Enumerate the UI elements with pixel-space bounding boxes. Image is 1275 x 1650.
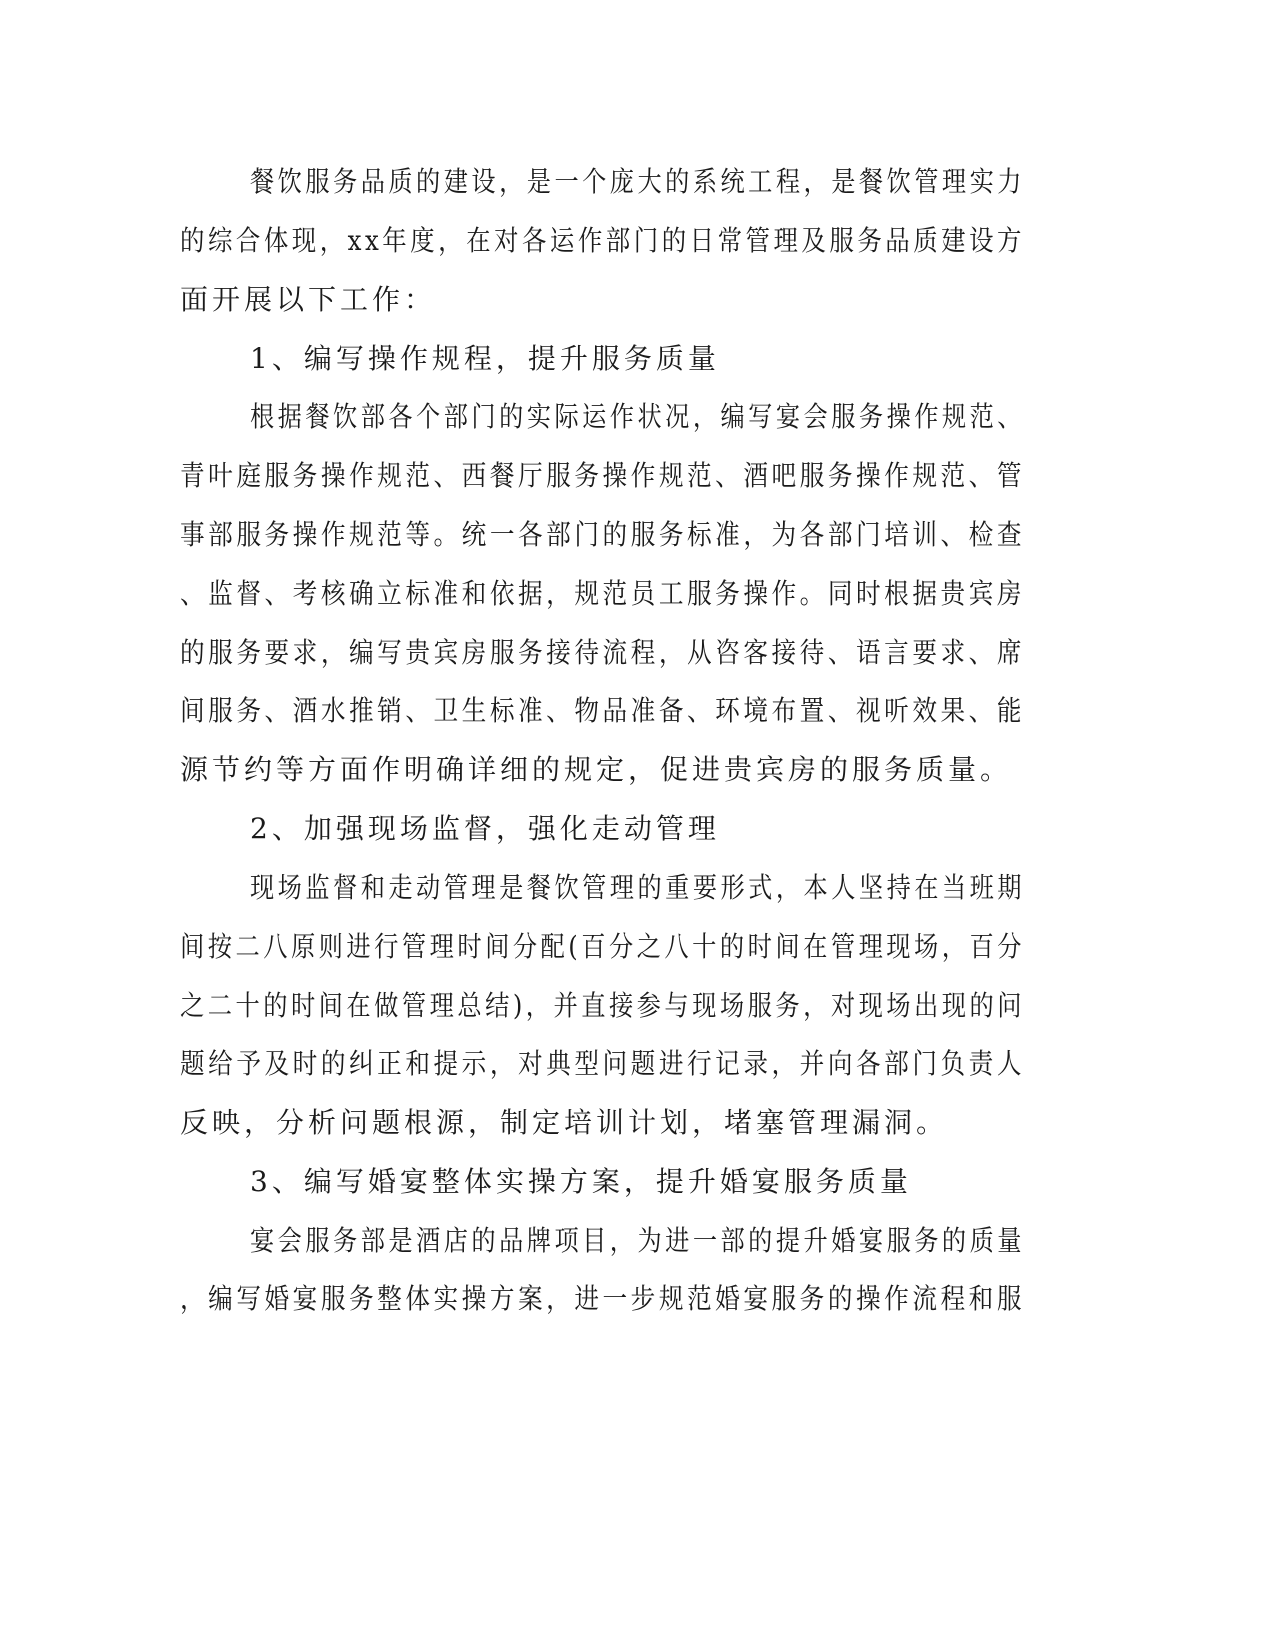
- text-line: [0, 927, 1275, 967]
- text-line: [0, 280, 1275, 320]
- text-line: [0, 221, 1275, 261]
- line-text: 事部服务操作规范等。统一各部门的服务标准，为各部门培训、检查: [180, 518, 1026, 551]
- line-text: 间按二八原则进行管理时间分配(百分之八十的时间在管理现场，百分: [180, 930, 1025, 963]
- line-text: 现场监督和走动管理是餐饮管理的重要形式，本人坚持在当班期: [250, 871, 1025, 904]
- text-line: [0, 456, 1275, 496]
- text-line: [0, 1103, 1275, 1143]
- line-text: 宴会服务部是酒店的品牌项目，为进一部的提升婚宴服务的质量: [250, 1224, 1025, 1257]
- line-text: 反映，分析问题根源，制定培训计划，堵塞管理漏洞。: [180, 1106, 949, 1139]
- line-text: 间服务、酒水推销、卫生标准、物品准备、环境布置、视听效果、能: [180, 694, 1026, 727]
- heading-text: 3、编写婚宴整体实操方案，提升婚宴服务质量: [250, 1165, 912, 1198]
- line-text: 之二十的时间在做管理总结)，并直接参与现场服务，对现场出现的问: [180, 989, 1025, 1022]
- line-text: 面开展以下工作：: [180, 283, 437, 316]
- text-line: [0, 1044, 1275, 1084]
- text-line: [0, 986, 1275, 1026]
- line-text: 的综合体现，xx年度，在对各运作部门的日常管理及服务品质建设方: [180, 224, 1025, 257]
- line-text: 青叶庭服务操作规范、西餐厅服务操作规范、酒吧服务操作规范、管: [180, 459, 1026, 492]
- section-heading: [0, 339, 1275, 379]
- text-line: [0, 1221, 1275, 1261]
- text-line: [0, 691, 1275, 731]
- line-text: ，编写婚宴服务整体实操方案，进一步规范婚宴服务的操作流程和服: [180, 1282, 1026, 1315]
- text-line: [0, 1279, 1275, 1319]
- text-line: [0, 750, 1275, 790]
- section-heading: [0, 809, 1275, 849]
- text-line: [0, 633, 1275, 673]
- line-text: 餐饮服务品质的建设，是一个庞大的系统工程，是餐饮管理实力: [250, 165, 1025, 198]
- section-heading: [0, 1162, 1275, 1202]
- line-text: 、监督、考核确立标准和依据，规范员工服务操作。同时根据贵宾房: [180, 577, 1026, 610]
- text-line: [0, 397, 1275, 437]
- line-text: 源节约等方面作明确详细的规定，促进贵宾房的服务质量。: [180, 753, 1013, 786]
- heading-text: 1、编写操作规程，提升服务质量: [250, 342, 720, 375]
- text-line: [0, 868, 1275, 908]
- text-line: [0, 574, 1275, 614]
- heading-text: 2、加强现场监督，强化走动管理: [250, 812, 720, 845]
- text-line: [0, 515, 1275, 555]
- line-text: 的服务要求，编写贵宾房服务接待流程，从咨客接待、语言要求、席: [180, 636, 1026, 669]
- line-text: 题给予及时的纠正和提示，对典型问题进行记录，并向各部门负责人: [180, 1047, 1026, 1080]
- text-line: [0, 162, 1275, 202]
- line-text: 根据餐饮部各个部门的实际运作状况，编写宴会服务操作规范、: [250, 400, 1025, 433]
